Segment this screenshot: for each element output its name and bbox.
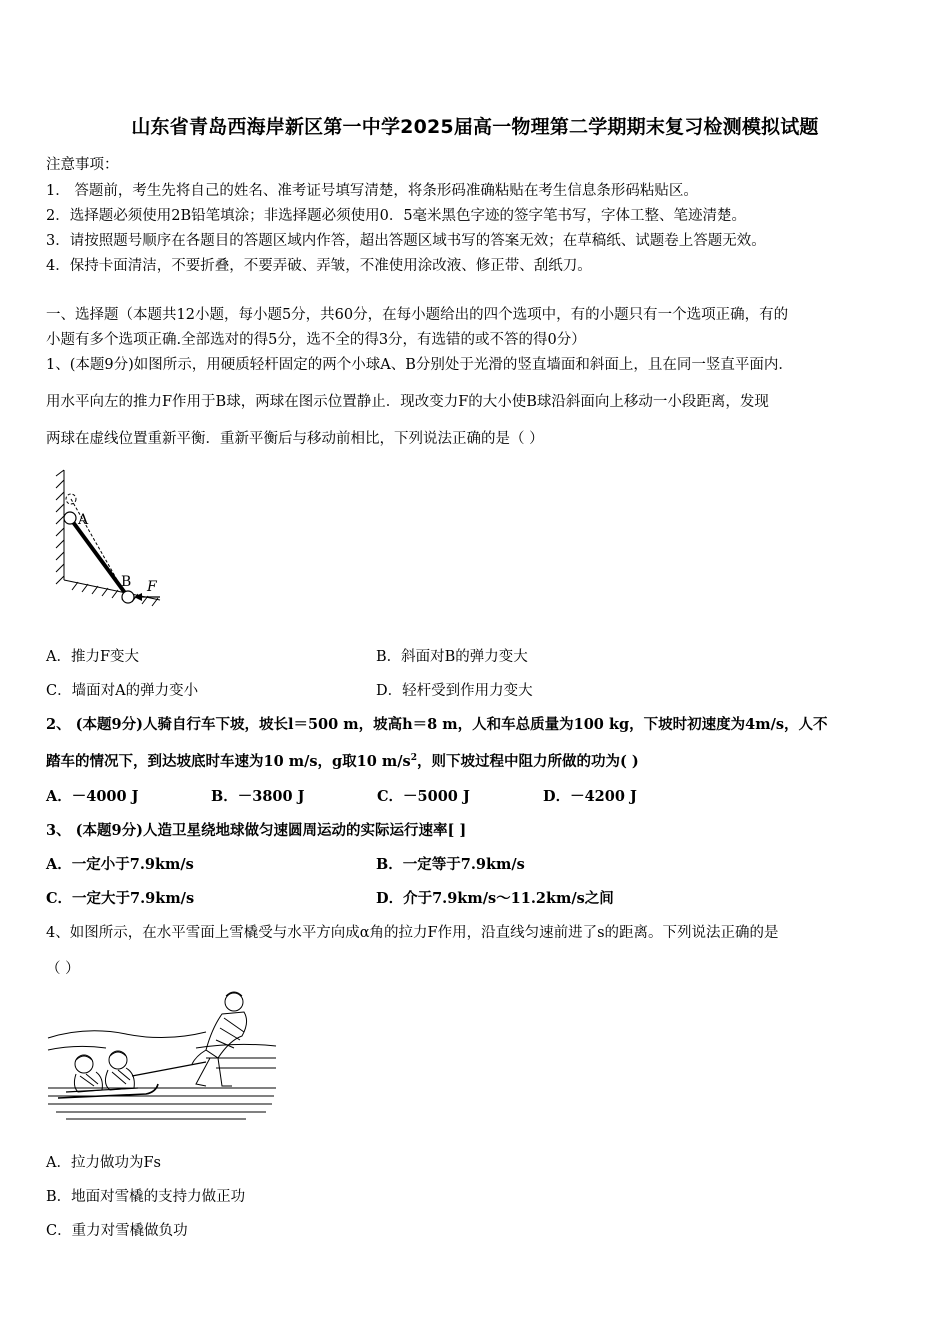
notice-item-1: 1． 答题前，考生先将自己的姓名、准考证号填写清楚，将条形码准确粘贴在考生信息条形码粘贴区。 bbox=[46, 183, 698, 199]
q1-option-a: A．推力F变大 bbox=[46, 649, 140, 665]
section-instructions-line-2: 小题有多个选项正确.全部选对的得5分，选不全的得3分，有选错的或不答的得0分） bbox=[46, 332, 586, 348]
q3-option-d: D．介于7.9km/s～11.2km/s之间 bbox=[376, 890, 614, 907]
q3-option-c: C．一定大于7.9km/s bbox=[46, 890, 195, 907]
q1-option-d: D．轻杆受到作用力变大 bbox=[376, 683, 533, 699]
q1-figure-wall-incline bbox=[44, 466, 168, 614]
q4-option-b: B．地面对雪橇的支持力做正功 bbox=[46, 1189, 246, 1205]
q2-stem-line-1: 2、 (本题9分)人骑自行车下坡，坡长l＝500 m，坡高h＝8 m，人和车总质量为100 kg，下坡时初速度为4m/s，人不 bbox=[46, 716, 828, 733]
q1-figure-label-b: B bbox=[121, 574, 132, 590]
q1-figure-label-f: F bbox=[147, 579, 157, 595]
notice-item-3: 3．请按照题号顺序在各题目的答题区域内作答，超出答题区域书写的答案无效；在草稿纸、试题卷上答题无效。 bbox=[46, 233, 766, 249]
notice-heading: 注意事项： bbox=[46, 157, 119, 173]
q3-option-b: B．一定等于7.9km/s bbox=[376, 856, 525, 873]
q2-option-b: B．－3800 J bbox=[211, 788, 305, 805]
q1-stem-line-1: 1、(本题9分)如图所示，用硬质轻杆固定的两个小球A、B分别处于光滑的竖直墙面和斜面上，且在同一竖直平面内． bbox=[46, 357, 793, 373]
q4-option-c: C．重力对雪橇做负功 bbox=[46, 1223, 188, 1239]
q3-option-a: A．一定小于7.9km/s bbox=[46, 856, 194, 873]
q2-option-c: C．－5000 J bbox=[377, 788, 470, 805]
section-instructions-line-1: 一、选择题（本题共12小题，每小题5分，共60分，在每小题给出的四个选项中，有的小题只有一个选项正确，有的 bbox=[46, 307, 789, 323]
q1-stem-line-3: 两球在虚线位置重新平衡．重新平衡后与移动前相比，下列说法正确的是（ ） bbox=[46, 431, 544, 447]
q2-stem-line-2-main: 踏车的情况下，到达坡底时车速为10 m/s，g取10 m/s bbox=[46, 753, 411, 770]
q4-option-a: A．拉力做功为Fs bbox=[46, 1155, 161, 1171]
q1-figure-label-a: A bbox=[78, 512, 89, 528]
q4-stem-line-1: 4、如图所示，在水平雪面上雪橇受与水平方向成α角的拉力F作用，沿直线匀速前进了s的距离。下列说法正确的是 bbox=[46, 925, 779, 941]
q2-stem-line-2 bbox=[46, 750, 639, 771]
q2-stem-line-2-tail: ，则下坡过程中阻力所做的功为( ) bbox=[416, 753, 639, 770]
q1-stem-line-2: 用水平向左的推力F作用于B球，两球在图示位置静止．现改变力F的大小使B球沿斜面向上移动一小段距离，发现 bbox=[46, 394, 769, 410]
notice-item-2: 2．选择题必须使用2B铅笔填涂；非选择题必须使用0．5毫米黑色字迹的签字笔书写，字体工整、笔迹清楚。 bbox=[46, 208, 747, 224]
q4-figure-sled-illustration bbox=[46, 988, 278, 1126]
q3-stem-line-1: 3、 (本题9分)人造卫星绕地球做匀速圆周运动的实际运行速率[ ] bbox=[46, 822, 467, 839]
q1-option-b: B．斜面对B的弹力变大 bbox=[376, 649, 528, 665]
q2-option-d: D．－4200 J bbox=[543, 788, 637, 805]
q2-superscript: 2 bbox=[410, 753, 417, 764]
q1-option-c: C．墙面对A的弹力变小 bbox=[46, 683, 199, 699]
q2-option-a: A．－4000 J bbox=[46, 788, 139, 805]
page-title: 山东省青岛西海岸新区第一中学2025届高一物理第二学期期末复习检测模拟试题 bbox=[131, 116, 819, 138]
notice-item-4: 4．保持卡面清洁，不要折叠，不要弄破、弄皱，不准使用涂改液、修正带、刮纸刀。 bbox=[46, 258, 592, 274]
q4-stem-line-2: （ ） bbox=[46, 961, 80, 977]
